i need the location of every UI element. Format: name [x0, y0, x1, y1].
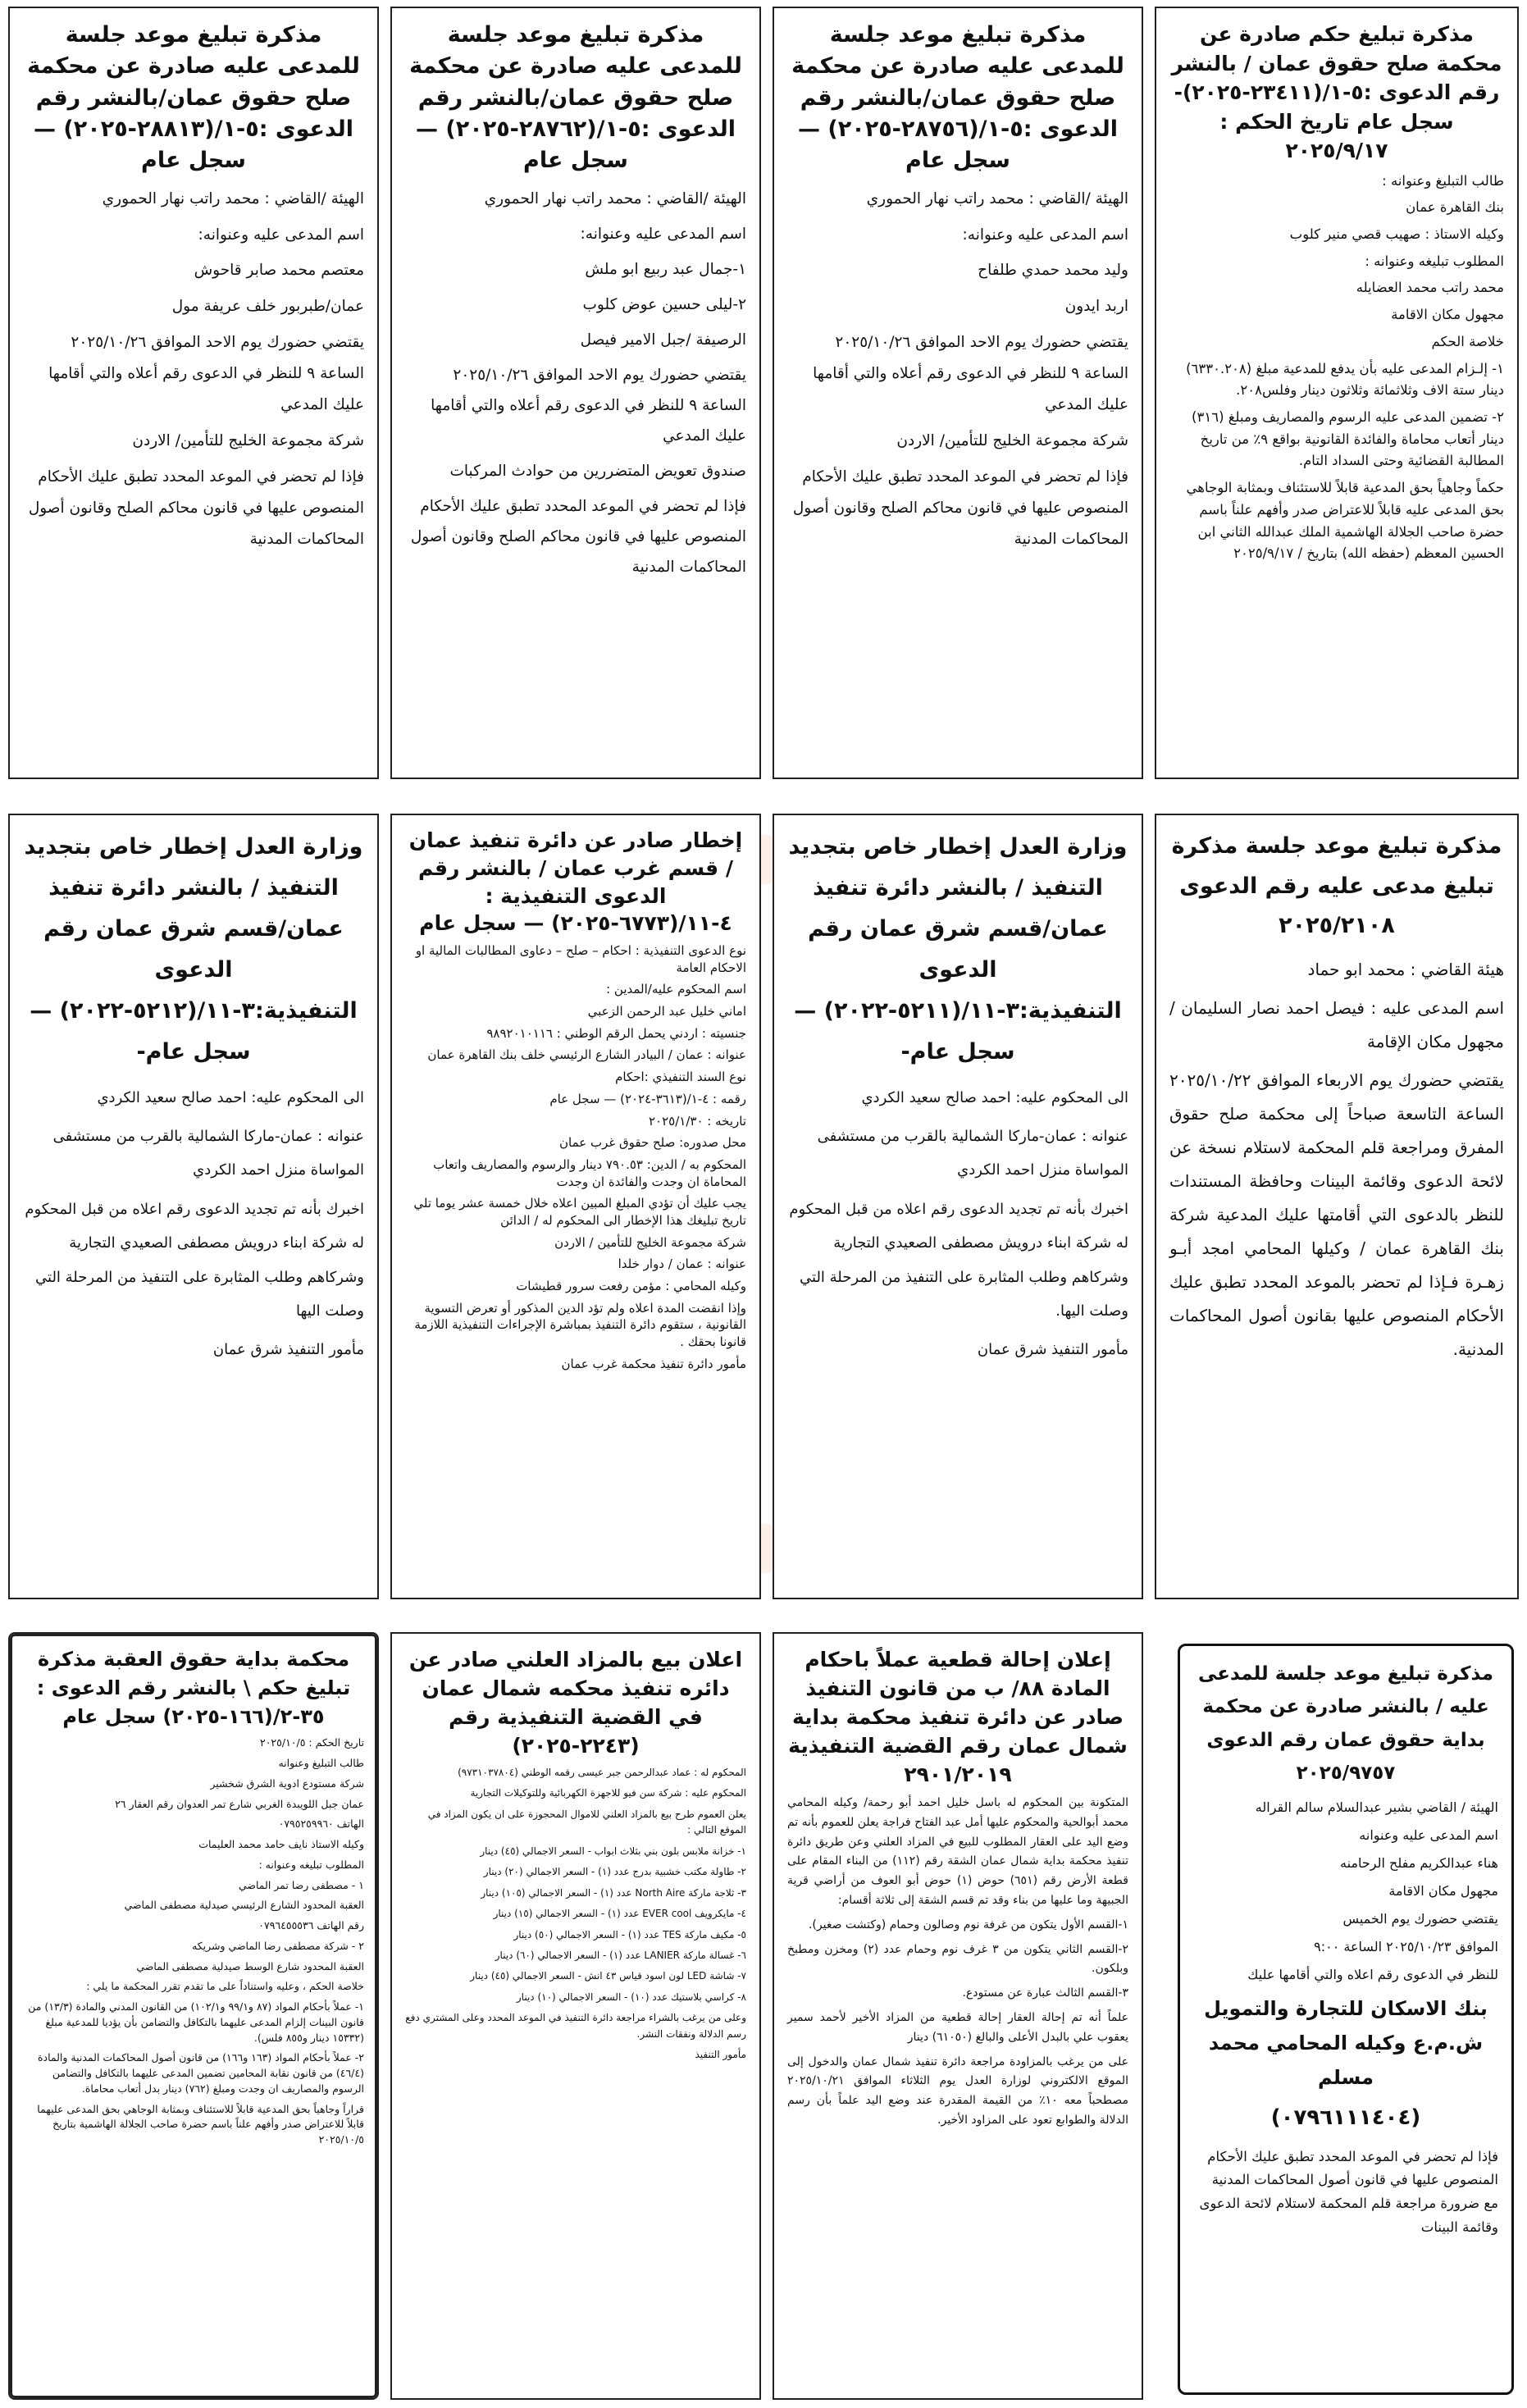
notice-line: عنوانه : عمان-ماركا الشمالية بالقرب من مستشفى المواساة منزل احمد الكردي — [52, 1128, 364, 1179]
notice-line: شركة مجموعة الخليج للتأمين/ الاردن — [132, 432, 364, 450]
notice-line: اسم المدعى عليه وعنوانه: — [962, 226, 1128, 244]
notice-line: الهاتف ٠٧٩٥٢٥٩٩٦٠ — [278, 1817, 364, 1831]
notice-line: ٢- تضمين المدعى عليه الرسوم والمصاريف ومبلغ (٣١٦) دينار أتعاب محاماة والفائدة القانونية بواقع ٩٪ من تاريخ المطالبة القضائية وحتى السداد التام. — [1192, 408, 1504, 469]
notice-line: طالب التبليغ وعنوانه — [278, 1757, 364, 1770]
notice-title: وزارة العدل إخطار خاص بتجديد التنفيذ / بالنشر دائرة تنفيذ عمان/قسم شرق عمان رقم الدعوى التنفيذية:٣-١١/(٥٢١٢-٢٠٢٢) —سجل عام- — [24, 834, 363, 1065]
notice-line: ١ - مصطفى رضا تمر الماضي — [238, 1878, 364, 1891]
notice-line: للنظر في الدعوى رقم اعلاه والتي أقامها عليك — [1247, 1967, 1498, 1982]
notice-line: المطلوب تبليغه وعنوانه : — [258, 1858, 364, 1871]
notice-line: صندوق تعويض المتضررين من حوادث المركبات — [449, 462, 746, 480]
notice-line: مجهول مكان الاقامة — [1388, 1883, 1498, 1899]
notice-line: المطلوب تبليغه وعنوانه : — [1365, 253, 1504, 269]
notice-line: اخبرك بأنه تم تجديد الدعوى رقم اعلاه من قبل المحكوم له شركة ابناء درويش مصطفى الصعيدي التجارية وشركاهم وطلب المثابرة على التنفيذ من المرحلة التي وصلت اليها. — [789, 1200, 1128, 1320]
notice-line: رقم الهاتف ٠٧٩٦٤٥٥٥٣٦ — [258, 1919, 364, 1932]
notice-title: مذكرة تبليغ حكم صادرة عن محكمة صلح حقوق عمان / بالنشر رقم الدعوى :٥-١/(٢٣٤١١-٢٠٢٥)-سجل عام تاريخ الحكم : ٢٠٢٥/٩/١٧ — [1171, 22, 1502, 162]
notice-body — [787, 1794, 1128, 2131]
notice-line: وكيله الاستاذ نايف حامد محمد العليمات — [198, 1838, 364, 1851]
notice-body — [405, 942, 746, 1372]
notice-line: رقمه : ٤-١/(٣٦١٣-٢٠٢٤) — سجل عام — [549, 1091, 746, 1106]
notice-title: مذكرة تبليغ موعد جلسة للمدعى عليه صادرة عن محكمة صلح حقوق عمان/بالنشر رقم الدعوى :٥-١/(٢٨٨١٣-٢٠٢٥) — سجل عام — [27, 22, 360, 174]
notice-line: ١- إلـزام المدعى عليه بأن يدفع للمدعية مبلغ (٦٣٣٠.٢٠٨) دينار ستة الاف وثلاثمائة وثلاثون دينار وفلس٢٠٨. — [1186, 360, 1504, 399]
notice-line: عنوانه : عمان-ماركا الشمالية بالقرب من مستشفى المواساة منزل احمد الكردي — [817, 1128, 1128, 1179]
notice-line: ٨- كراسي بلاستيك عدد (١٠) - السعر الاجمالي (١٠) دينار — [516, 1991, 746, 2003]
notice-r2-c3 — [773, 814, 1143, 1599]
notice-title: مذكرة تبليغ موعد جلسة للمدعى عليه صادرة عن محكمة صلح حقوق عمان/بالنشر رقم الدعوى :٥-١/(٢٨٧٥٦-٢٠٢٥) — سجل عام — [791, 22, 1124, 174]
notice-line: تاريخ الحكم : ٢٠٢٥/١٠/٥ — [260, 1736, 364, 1749]
notice-line: يقتضي حضورك يوم الاحد الموافق ٢٠٢٥/١٠/٢٦ الساعة ٩ للنظر في الدعوى رقم أعلاه والتي أقامها عليك المدعي — [431, 366, 746, 445]
notice-line: الرصيفة /جبل الامير فيصل — [580, 331, 746, 349]
notice-line: اسم المحكوم عليه/المدين : — [606, 982, 746, 997]
notice-body — [405, 1765, 746, 2064]
notice-r2-c4 — [1155, 814, 1519, 1599]
notice-line: الهيئة /القاضي : محمد راتب نهار الحموري — [866, 189, 1128, 208]
notice-line: وعلى من يرغب بالشراء مراجعة دائرة التنفيذ في الموعد المحدد وعلى المشتري دفع رسم الدلالة ونفقات النشر. — [405, 2012, 746, 2040]
notice-body — [23, 1735, 364, 2148]
notice-body — [787, 184, 1128, 555]
notice-line: عنوانه : عمان / دوار خلدا — [618, 1256, 746, 1272]
notice-body — [23, 1081, 364, 1367]
notice-line: اماني خليل عبد الرحمن الزعبي — [587, 1004, 746, 1019]
notice-body — [1169, 171, 1504, 566]
notice-line: ٥- مكيف ماركة TES عدد (١) - السعر الاجمالي (٥٠) دينار — [513, 1928, 746, 1941]
notice-title: إخطار صادر عن دائرة تنفيذ عمان / قسم غرب عمان / بالنشر رقم الدعوى التنفيذية : ٤-١١/(٦٧٧٣-٢٠٢٥) — سجل عام — [408, 828, 743, 936]
notice-line: يقتضي حضورك يوم الاربعاء الموافق ٢٠٢٥/١٠/٢٢ الساعة التاسعة صباحاً إلى محكمة صلح حقوق المفرق ومراجعة قلم المحكمة لاستلام نسخة عن لائحة الدعوى وقائمة البينات وحافظة المستندات للنظر بالدعوى التي أقامتها عليك المدعية شركة بنك القاهرة عمان / وكيلها المحامي امجد أبـو زهـرة فـإذا لم تحضر بالموعد المحدد تطبق عليك الأحكام المنصوص عليها بقانون أصول المحاكمات المدنية. — [1169, 1069, 1504, 1359]
notice-body — [23, 184, 364, 555]
notice-line: الى المحكوم عليه: احمد صالح سعيد الكردي — [97, 1088, 364, 1106]
notice-r3-c2 — [390, 1632, 761, 2400]
notice-line: شركة مستودع ادوية الشرق شخشير — [210, 1776, 364, 1790]
notice-line: اسم المدعى عليه وعنوانه: — [580, 225, 746, 243]
notice-line: عمان/طبربور خلف عريفة مول — [171, 298, 364, 316]
notice-line: فإذا لم تحضر في الموعد المحدد تطبق عليك الأحكام المنصوص عليها في قانون محاكم الصلح وقانون أصول المحاكمات المدنية — [792, 468, 1128, 548]
notice-footer: فإذا لم تحضر في الموعد المحدد تطبق عليك الأحكام المنصوص عليها في قانون أصول المحاكمات المدنية مع ضرورة مراجعة قلم المحكمة لاستلام لائحة الدعوى وقائمة البينات — [1199, 2148, 1498, 2236]
notice-line: ٤- مايكرويف EVER cool عدد (١) - السعر الاجمالي (١٥) دينار — [493, 1908, 746, 1920]
notice-line: تاريخه : ٢٠٢٥/١/٣٠ — [649, 1113, 746, 1129]
notice-r1-c3 — [773, 7, 1143, 779]
notice-line: فإذا لم تحضر في الموعد المحدد تطبق عليك الأحكام المنصوص عليها في قانون محاكم الصلح وقانون أصول المحاكمات المدنية — [28, 468, 364, 548]
notice-line: يعلن العموم طرح بيع بالمزاد العلني للاموال المحجوزة على ان يكون المزاد في الموقع التالي : — [427, 1808, 746, 1836]
notice-line: وكيله الاستاذ : صهيب قصي منير كلوب — [1289, 226, 1504, 242]
notice-line: وكيله المحامي : مؤمن رفعت سرور قطيشات — [516, 1279, 746, 1293]
notice-title: مذكرة تبليغ موعد جلسة مذكرة تبليغ مدعى عليه رقم الدعوى ٢٠٢٥/٢١٠٨ — [1171, 833, 1502, 939]
notice-line: يقتضي حضورك يوم الاحد الموافق ٢٠٢٥/١٠/٢٦ الساعة ٩ للنظر في الدعوى رقم أعلاه والتي أقامها عليك المدعي — [48, 334, 364, 414]
notice-line: وليد محمد حمدي طلفاح — [978, 262, 1128, 280]
notice-body — [1193, 1796, 1498, 2240]
notice-line: خلاصة الحكم — [1431, 333, 1504, 349]
notice-line: طالب التبليغ وعنوانه : — [1382, 172, 1504, 189]
notice-line: محل صدوره: صلح حقوق غرب عمان — [558, 1135, 746, 1151]
notice-line: ١-القسم الأول يتكون من غرفة نوم وصالون وحمام (وكتشت صغير). — [808, 1918, 1128, 1931]
notice-line: بنك القاهرة عمان — [1406, 199, 1504, 216]
notice-line: يقتضي حضورك يوم الخميس — [1342, 1911, 1498, 1927]
notice-body — [1169, 953, 1504, 1366]
notice-line: العقبة المحدود الشارع الرئيسي صيدلية مصطفى الماضي — [124, 1899, 364, 1912]
notice-line: يقتضي حضورك يوم الاحد الموافق ٢٠٢٥/١٠/٢٦ الساعة ٩ للنظر في الدعوى رقم أعلاه والتي أقامها عليك المدعي — [813, 334, 1128, 414]
notice-line: اسم المدعى عليه وعنوانه — [1359, 1827, 1498, 1843]
notice-r3-c1 — [8, 1632, 379, 2400]
notice-r1-c2 — [390, 7, 761, 779]
notice-line: يجب عليك أن تؤدي المبلغ المبين اعلاه خلال خمسة عشر يوما تلي تاريخ تبليغك هذا الإخطار الى المحكوم له / الدائن — [413, 1196, 746, 1228]
notice-r2-c2 — [390, 814, 761, 1599]
plaintiff-name: بنك الاسكان للتجارة والتمويل ش.م.ع وكيله المحامي محمد مسلم — [1204, 1997, 1488, 2089]
lawyer-phone: (٠٧٩٦١١١٤٠٤) — [1270, 2105, 1421, 2130]
notice-line: ٢-ليلى حسين عوض كلوب — [582, 295, 746, 313]
notice-line: عنوانه : عمان / البيادر الشارع الرئيسي خلف بنك القاهرة عمان — [427, 1047, 746, 1063]
notice-line: ١- عملاً بأحكام المواد (٨٧ و٩٩/١ و١٠٢/١) من القانون المدني والمادة (١٣/٣) من قانون البينات إلزام المدعى عليهما بالتكافل والتضامن بأن يؤديا للمدعية مبلغ (١٥٣٣٢ دينار و٨٥٥ فلس). — [28, 2000, 364, 2044]
notice-line: اربد ايدون — [1064, 298, 1128, 316]
notice-line: ٢- طاولة مكتب خشبية بدرج عدد (١) - السعر الاجمالي (٢٠) دينار — [483, 1866, 746, 1878]
notice-line: الى المحكوم عليه: احمد صالح سعيد الكردي — [861, 1088, 1128, 1106]
notice-r1-c1 — [8, 7, 379, 779]
notice-r1-c4 — [1155, 7, 1519, 779]
notice-line: شركة مجموعة الخليج للتأمين / الاردن — [554, 1234, 746, 1250]
notice-title: إعلان إحالة قطعية عملاً باحكام المادة ٨٨/ ب من قانون التنفيذ صادر عن دائرة تنفيذ محكمة بداية شمال عمان رقم القضية التنفيذية ٢٩٠١/٢٠١٩ — [788, 1648, 1128, 1786]
notice-line: اخبرك بأنه تم تجديد الدعوى رقم اعلاه من قبل المحكوم له شركة ابناء درويش مصطفى الصعيدي التجارية وشركاهم وطلب المثابرة على التنفيذ من المرحلة التي وصلت اليها — [25, 1200, 364, 1320]
notice-line: حكماً وجاهياً بحق المدعية قابلاً للاستئناف وبمثابة الوجاهي بحق المدعى عليه قابلاً للاعتراض صدر وأفهم علناً باسم حضرة صاحب الجلالة الهاشمية الملك عبدالله الثاني ابن الحسين المعظم (حفظه الله) بتاريخ / ٢٠٢٥/٩/١٧ — [1186, 480, 1504, 562]
notice-line: المحكوم به / الدين: ٧٩٠.٥٣ دينار والرسوم والمصاريف واتعاب المحاماة ان وجدت والفائدة ان وجدت — [433, 1156, 746, 1189]
notice-line: عمان جبل اللويبدة الغربي شارع تمر العدوان رقم العقار ٢٦ — [115, 1797, 364, 1810]
notice-line: الهيئة / القاضي بشير عبدالسلام سالم القراله — [1255, 1799, 1498, 1815]
notice-title: اعلان بيع بالمزاد العلني صادر عن دائره تنفيذ محكمه شمال عمان في القضية التنفيذية رقم (٢٢٤٣-٢٠٢٥) — [408, 1648, 743, 1758]
notice-line: ٢-القسم الثاني يتكون من ٣ غرف نوم وحمام عدد (٢) ومخزن ومطبخ وبلكون. — [787, 1942, 1128, 1976]
notice-line: المحكوم عليه : شركة سن فيو للاجهزة الكهربائية وللتوكيلات التجارية — [470, 1787, 746, 1799]
notice-line: العقبة المحدود شارع الوسط صيدلية مصطفى الماضي — [136, 1959, 364, 1972]
notice-line: ٧- شاشة LED لون اسود قياس ٤٣ انش - السعر الاجمالي (٤٥) دينار — [470, 1970, 746, 1982]
notice-line: نوع السند التنفيذي :احكام — [615, 1069, 746, 1085]
notice-line: اسم المدعى عليه وعنوانه: — [198, 226, 364, 244]
notice-line: ٣- ثلاجة ماركة North Aire عدد (١) - السعر الاجمالي (١٠٥) دينار — [481, 1886, 746, 1899]
notice-line: شركة مجموعة الخليج للتأمين/ الاردن — [896, 432, 1128, 450]
notice-line: المتكونة بين المحكوم له باسل خليل احمد أبو رحمة/ وكيله المحامي محمد أبوالحية والمحكوم عليها أمل عبد الفتاح فراجة يعلن للعموم بأنه تم وضع اليد على العقار المطلوب للبيع في المزاد العلني وعن طريق دائرة تنفيذ محكمة بداية شمال عمان الشقة رقم (١١٢) من البناء المقام على قطعة الأرض رقم (٦٥١) حوض (١) حوض أبو العوف من أراضي قرية الجبيهة وما عليها من بناء وقد تم قسم الشقة إلى ثلاثة أقسام: — [786, 1796, 1128, 1907]
notice-line: ١-جمال عبد ربيع ابو ملش — [585, 260, 746, 278]
notice-line: اسم المدعى عليه : فيصل احمد نصار السليمان / مجهول مكان الإقامة — [1169, 997, 1504, 1051]
notice-line: الموافق ٢٠٢٥/١٠/٢٣ الساعة ٩:٠٠ — [1314, 1939, 1498, 1954]
notice-r3-c3 — [773, 1632, 1143, 2400]
notice-title: مذكرة تبليغ موعد جلسة للمدعى عليه صادرة عن محكمة صلح حقوق عمان/بالنشر رقم الدعوى :٥-١/(٢٨٧٦٢-٢٠٢٥) — سجل عام — [409, 22, 742, 174]
notice-r3-c4 — [1178, 1644, 1514, 2395]
notice-line: وإذا انقضت المدة اعلاه ولم تؤد الدين المذكور أو تعرض التسوية القانونية ، ستقوم دائرة التنفيذ بمباشرة الإجراءات التنفيذية اللازمة قانونا بحقك . — [414, 1300, 746, 1350]
notice-body — [787, 1081, 1128, 1367]
notice-line: مأمور التنفيذ شرق عمان — [977, 1341, 1128, 1359]
notice-line: هناء عبدالكريم مفلح الرحامنه — [1340, 1855, 1498, 1871]
notice-line: محمد راتب محمد العضايله — [1356, 280, 1504, 296]
notice-r2-c1 — [8, 814, 379, 1599]
notice-title: وزارة العدل إخطار خاص بتجديد التنفيذ / بالنشر دائرة تنفيذ عمان/قسم شرق عمان رقم الدعوى التنفيذية:٣-١١/(٥٢١١-٢٠٢٢) —سجل عام- — [788, 834, 1128, 1065]
notice-body — [405, 184, 746, 582]
notice-line: ٦- غسالة ماركة LANIER عدد (١) - السعر الاجمالي (٦٠) دينار — [495, 1949, 746, 1961]
notice-line: علماً أنه تم إحالة العقار إحالة قطعية من المزاد الأخير لأحمد سمير يعقوب علي بالبدل الأعلى والبالغ (٦١٠٥٠) دينار — [787, 2010, 1128, 2044]
notice-line: الهيئة /القاضي : محمد راتب نهار الحموري — [102, 189, 364, 208]
notice-line: مجهول مكان الاقامة — [1391, 307, 1504, 323]
notice-line: قراراً وجاهياً بحق المدعية قابلاً للاستئناف وبمثابة الوجاهي بحق المدعى عليهما قابلاً للاعتراض صدر وأفهم علناً باسم حضرة صاحب الجلالة الهاشمية بتاريخ ٢٠٢٥/١٠/٥ — [37, 2102, 364, 2146]
notice-line: مأمور التنفيذ شرق عمان — [212, 1341, 364, 1359]
notice-title: مذكرة تبليغ موعد جلسة للمدعى عليه / بالنشر صادرة عن محكمة بداية حقوق عمان رقم الدعوى ٢٠٢٥/٩٧٥٧ — [1197, 1663, 1493, 1784]
notice-line: ٣-القسم الثالث عبارة عن مستودع. — [962, 1986, 1128, 2000]
notice-line: هيئة القاضي : محمد ابو حماد — [1307, 959, 1504, 979]
notice-line: فإذا لم تحضر في الموعد المحدد تطبق عليك الأحكام المنصوص عليها في قانون محاكم الصلح وقانون أصول المحاكمات المدنية — [410, 497, 746, 576]
notice-line: معتصم محمد صابر قاحوش — [194, 262, 364, 280]
notice-title: محكمة بداية حقوق العقبة مذكرة تبليغ حكم \ بالنشر رقم الدعوى : ٣٥-٢/(١٦٦-٢٠٢٥) سجل عام — [36, 1648, 351, 1728]
notice-line: ٢ - شركة مصطفى رضا الماضي وشريكه — [192, 1939, 364, 1952]
notice-line: ١- خزانة ملابس بلون بني بثلاث ابواب - السعر الاجمالي (٤٥) دينار — [480, 1845, 746, 1857]
notice-line: ٢- عملاً بأحكام المواد (١٦٣ و١٦٦) من قانون أصول المحاكمات المدنية والمادة (٤٦/٤) من قانون نقابة المحامين تضمين المدعى عليهما بالتكافل والتضامن الرسوم والمصاريف ان وجدت ومبلغ (٧٦٢) دينار بدل أتعاب محاماة. — [37, 2051, 364, 2095]
notice-line: الهيئة /القاضي : محمد راتب نهار الحموري — [484, 189, 746, 208]
notice-line: على من يرغب بالمزاودة مراجعة دائرة تنفيذ شمال عمان والدخول إلى الموقع الالكتروني لوزارة العدل يوم الثلاثاء الموافق ٢٠٢٥/١٠/٢١ مصطحباً معه ١٠٪ من القيمة المقدرة عند وضع اليد علماً بأن رسم الدلالة والطوابع تعود على المزاود الأخير. — [787, 2055, 1129, 2127]
notice-line: المحكوم له : عماد عبدالرحمن جبر عيسى رقمه الوطني (٩٧٣١٠٣٧٨٠٤) — [458, 1767, 746, 1778]
notice-line: نوع الدعوى التنفيذية : احكام – صلح – دعاوى المطالبات المالية او الاحكام العامة — [415, 943, 746, 975]
notice-line: مأمور التنفيذ — [695, 2049, 746, 2061]
notice-line: خلاصة الحكم ، وعليه واستناداً على ما تقدم تقرر المحكمة ما يلي : — [86, 1980, 364, 1993]
notice-line: مأمور دائرة تنفيذ محكمة غرب عمان — [561, 1356, 746, 1371]
notice-line: جنسيته : اردني يحمل الرقم الوطني : ٩٨٩٢٠١٠١١٦ — [486, 1025, 746, 1041]
